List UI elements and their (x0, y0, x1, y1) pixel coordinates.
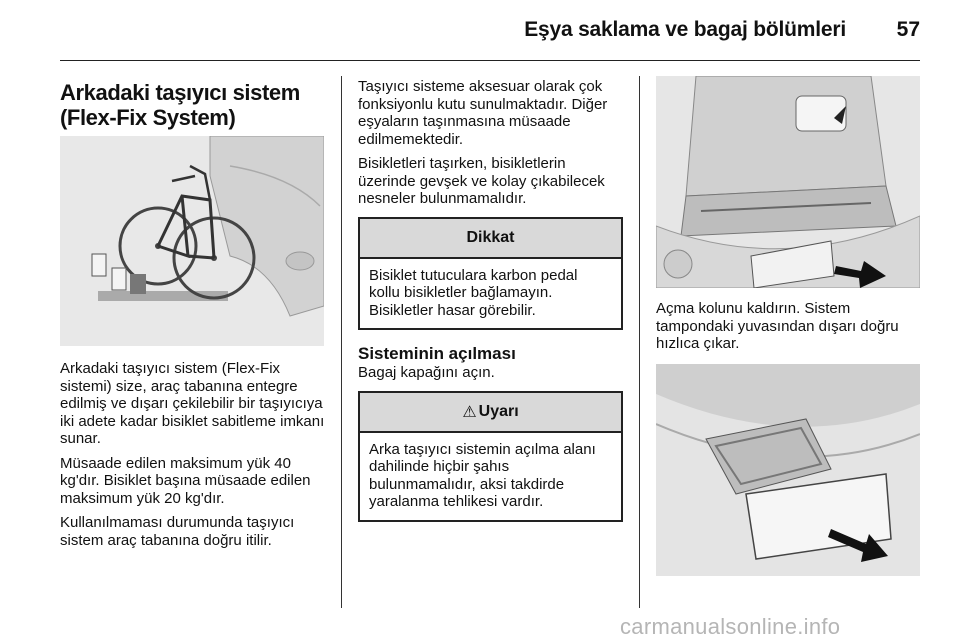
bike-carrier-illustration (60, 136, 324, 346)
trunk-lever-illustration (656, 76, 920, 288)
caution-title: Dikkat (360, 219, 621, 259)
paragraph: Bisikletleri taşırken, bisikletlerin üzerinde gevşek ve kolay çıkabilecek nesneler bulunmamalıdır. (358, 155, 605, 207)
figure-caption: Açma kolunu kaldırın. Sistem tampondaki yuvasından dışarı doğru hızlıca çıkar. (656, 300, 899, 352)
column-2 (358, 78, 623, 522)
page-header (60, 14, 920, 54)
section-title-line1: Arkadaki taşıyıcı sistem (60, 80, 300, 105)
section-title-line2: (Flex-Fix System) (60, 105, 236, 130)
warning-body: Arka taşıyıcı sistemin açılma alanı dahilinde hiçbir şahıs bulunmamalıdır, aksi takdirde yaralanma tehlikesi vardır. (369, 440, 596, 510)
watermark: carmanualsonline.info (620, 614, 841, 639)
warning-icon: ⚠ (462, 403, 477, 421)
column-1 (60, 80, 325, 130)
warning-title (360, 393, 621, 433)
paragraph: Kullanılmaması durumunda taşıyıcı sistem araç tabanına doğru itilir. (60, 514, 295, 549)
warning-title-text: Uyarı (478, 402, 519, 420)
caution-box (358, 217, 623, 331)
column-3-text (656, 300, 921, 360)
carrier-extend-illustration (656, 364, 920, 576)
column-1-text (60, 360, 325, 556)
header-title: Eşya saklama ve bagaj bölümleri (524, 18, 846, 41)
warning-box (358, 391, 623, 522)
column-divider (639, 76, 640, 608)
paragraph: Arkadaki taşıyıcı sistem (Flex-Fix sistemi) size, araç tabanına entegre edilmiş ve dışarı çekilebilir bir taşıyıcıya iki adete kadar bisiklet sabitleme imkanı sunar. (60, 360, 325, 447)
page-number: 57 (896, 18, 920, 41)
column-divider (341, 76, 342, 608)
paragraph: Bagaj kapağını açın. (358, 364, 495, 381)
header-rule (60, 60, 920, 61)
paragraph: Taşıyıcı sisteme aksesuar olarak çok fonksiyonlu kutu sunulmaktadır. Diğer eşyaların taşınmasına müsaade edilmemektedir. (358, 78, 608, 148)
caution-body: Bisiklet tutuculara karbon pedal kollu bisikletler bağlamayın. Bisikletler hasar görebilir. (369, 266, 578, 319)
bike-carrier-figure (60, 136, 324, 346)
carrier-extend-figure (656, 364, 920, 576)
subheading: Sisteminin açılması (358, 344, 516, 363)
trunk-lever-figure (656, 76, 920, 288)
paragraph: Müsaade edilen maksimum yük 40 kg'dır. Bisiklet başına müsaade edilen maksimum yük 20 kg'dır. (60, 454, 311, 507)
section-title (60, 80, 325, 130)
